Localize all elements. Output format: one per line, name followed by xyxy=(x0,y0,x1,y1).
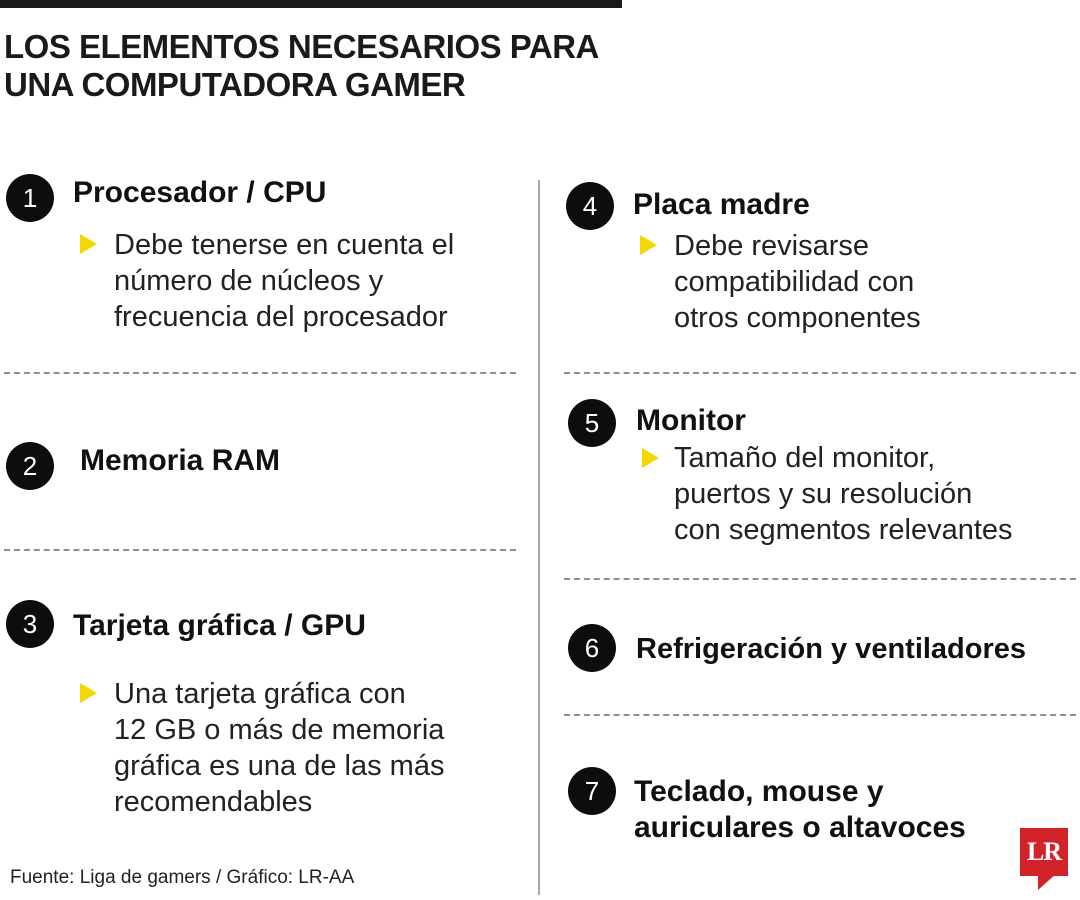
item-title-2: Memoria RAM xyxy=(80,444,281,477)
number-badge-7: 7 xyxy=(568,767,616,815)
description-line: Una tarjeta gráfica con xyxy=(114,678,406,710)
number-badge-2: 2 xyxy=(6,442,54,490)
source-footer: Fuente: Liga de gamers / Gráfico: LR-AA xyxy=(10,867,355,888)
item-description-5 xyxy=(674,440,1013,548)
lr-logo-tail-icon xyxy=(1038,874,1056,890)
description-line: gráfica es una de las más xyxy=(114,750,445,782)
description-line: con segmentos relevantes xyxy=(674,514,1013,546)
description-line: Tamaño del monitor, xyxy=(674,442,936,474)
top-rule xyxy=(0,0,622,8)
number-badge-6: 6 xyxy=(568,624,616,672)
description-line: 12 GB o más de memoria xyxy=(114,714,445,746)
item-title-line: Teclado, mouse y xyxy=(634,775,884,808)
item-title-5: Monitor xyxy=(636,404,746,437)
description-line: otros componentes xyxy=(674,302,921,334)
separator-right-2 xyxy=(564,578,1076,580)
item-title-6: Refrigeración y ventiladores xyxy=(636,633,1027,665)
triangle-bullet-icon xyxy=(640,235,657,255)
page-title xyxy=(4,28,644,104)
triangle-bullet-icon xyxy=(642,448,659,468)
item-title-line: auriculares o altavoces xyxy=(634,811,966,844)
triangle-bullet-icon xyxy=(80,234,97,254)
number-badge-1: 1 xyxy=(6,174,54,222)
description-line: Debe tenerse en cuenta el xyxy=(114,229,455,261)
description-line: puertos y su resolución xyxy=(674,478,973,510)
number-badge-4: 4 xyxy=(566,182,614,230)
triangle-bullet-icon xyxy=(80,683,97,703)
separator-right-3 xyxy=(564,714,1076,716)
item-description-3 xyxy=(114,676,444,820)
item-description-1 xyxy=(114,227,454,335)
description-line: recomendables xyxy=(114,786,313,818)
title-line-1: LOS ELEMENTOS NECESARIOS PARA xyxy=(4,28,599,65)
separator-left-1 xyxy=(4,372,516,374)
lr-logo-text: LR xyxy=(1020,828,1068,876)
separator-right-1 xyxy=(564,372,1076,374)
number-badge-5: 5 xyxy=(568,399,616,447)
item-title-4: Placa madre xyxy=(633,188,810,221)
item-title-3: Tarjeta gráfica / GPU xyxy=(73,609,366,642)
column-divider xyxy=(538,180,540,895)
description-line: Debe revisarse xyxy=(674,230,870,262)
title-line-2: UNA COMPUTADORA GAMER xyxy=(4,66,466,103)
item-title-1: Procesador / CPU xyxy=(73,176,327,209)
item-description-4 xyxy=(674,228,921,336)
description-line: compatibilidad con xyxy=(674,266,915,298)
number-badge-3: 3 xyxy=(6,600,54,648)
description-line: número de núcleos y xyxy=(114,265,384,297)
separator-left-2 xyxy=(4,549,516,551)
description-line: frecuencia del procesador xyxy=(114,301,448,333)
item-title-7 xyxy=(634,774,1034,846)
lr-logo xyxy=(1020,828,1068,890)
